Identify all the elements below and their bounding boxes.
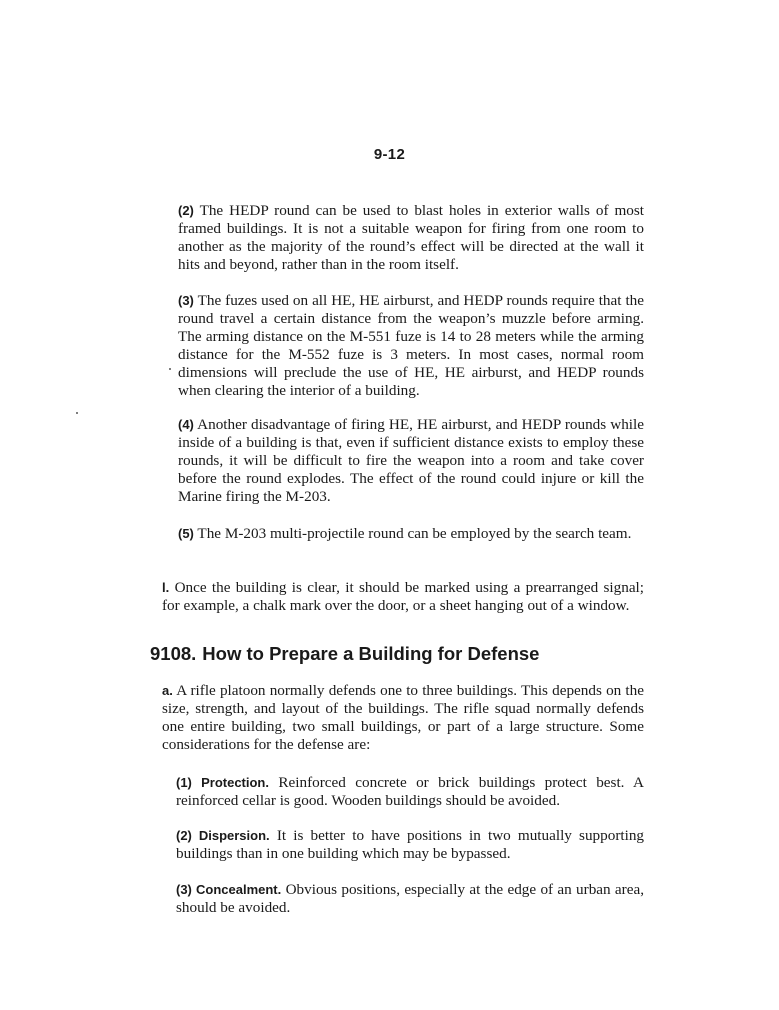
paragraph-l-building-clear xyxy=(162,579,644,615)
paragraph-text: The fuzes used on all HE, HE airburst, and HEDP rounds require that the round travel a certain distance from the weapon’s muzzle before arming. The arming distance on the M-551 fuze is 14 to 28 meters while the arming distance for the M-552 fuze is 3 meters. In most cases, normal room dimensions will preclude the use of HE, HE airburst, and HEDP rounds when clearing the interior of a building. xyxy=(178,292,644,399)
paragraph-text: Obvious positions, especially at the edge of an urban area, should be avoided. xyxy=(176,881,645,916)
section-number: 9108. xyxy=(150,643,197,664)
paragraph-label: (4) xyxy=(178,417,194,432)
paragraph-label: a. xyxy=(162,683,173,698)
paragraph-5-multi-projectile xyxy=(178,525,644,543)
paragraph-4-disadvantage xyxy=(178,416,644,506)
paragraph-2-dispersion xyxy=(176,827,644,863)
paragraph-label: (3) xyxy=(178,293,194,308)
paragraph-text: It is better to have positions in two mutually supporting buildings than in one building which may be bypassed. xyxy=(176,827,645,862)
paragraph-text: Once the building is clear, it should be marked using a prearranged signal; for example, a chalk mark over the door, or a sheet hanging out of a window. xyxy=(162,579,644,614)
paragraph-text: A rifle platoon normally defends one to three buildings. This depends on the size, strength, and layout of the buildings. The rifle squad normally defends one entire building, two small buildings, or part of a large structure. Some considerations for the defense are: xyxy=(162,682,644,753)
paragraph-text: The HEDP round can be used to blast holes in exterior walls of most framed buildings. It is not a suitable weapon for firing from one room to another as the majority of the round’s effect will be directed at the wall it hits and beyond, rather than in the room itself. xyxy=(178,202,644,273)
paragraph-text: Another disadvantage of firing HE, HE airburst, and HEDP rounds while inside of a building is that, even if sufficient distance exists to employ these rounds, it will be difficult to fire the weapon into a room and take cover before the round explodes. The effect of the round could injure or kill the Marine firing the M-203. xyxy=(178,416,644,505)
paragraph-text: The M-203 multi-projectile round can be employed by the search team. xyxy=(197,525,632,542)
paragraph-label: l. xyxy=(162,580,170,595)
paragraph-2-hedp xyxy=(178,202,644,274)
section-title: How to Prepare a Building for Defense xyxy=(202,643,540,664)
paragraph-text: Reinforced concrete or brick buildings protect best. A reinforced cellar is good. Wooden buildings should be avoided. xyxy=(176,774,645,809)
scan-speck xyxy=(76,412,78,414)
paragraph-label: (1) Protection. xyxy=(176,775,269,790)
paragraph-label: (5) xyxy=(178,526,194,541)
paragraph-3-fuzes xyxy=(178,292,644,400)
paragraph-a-rifle-platoon xyxy=(162,682,644,754)
paragraph-label: (2) Dispersion. xyxy=(176,828,270,843)
paragraph-label: (3) Concealment. xyxy=(176,882,282,897)
page-number: 9-12 xyxy=(373,146,406,163)
paragraph-3-concealment xyxy=(176,881,644,917)
paragraph-1-protection xyxy=(176,774,644,810)
scan-speck xyxy=(169,368,171,370)
paragraph-label: (2) xyxy=(178,203,194,218)
section-heading xyxy=(150,643,650,665)
